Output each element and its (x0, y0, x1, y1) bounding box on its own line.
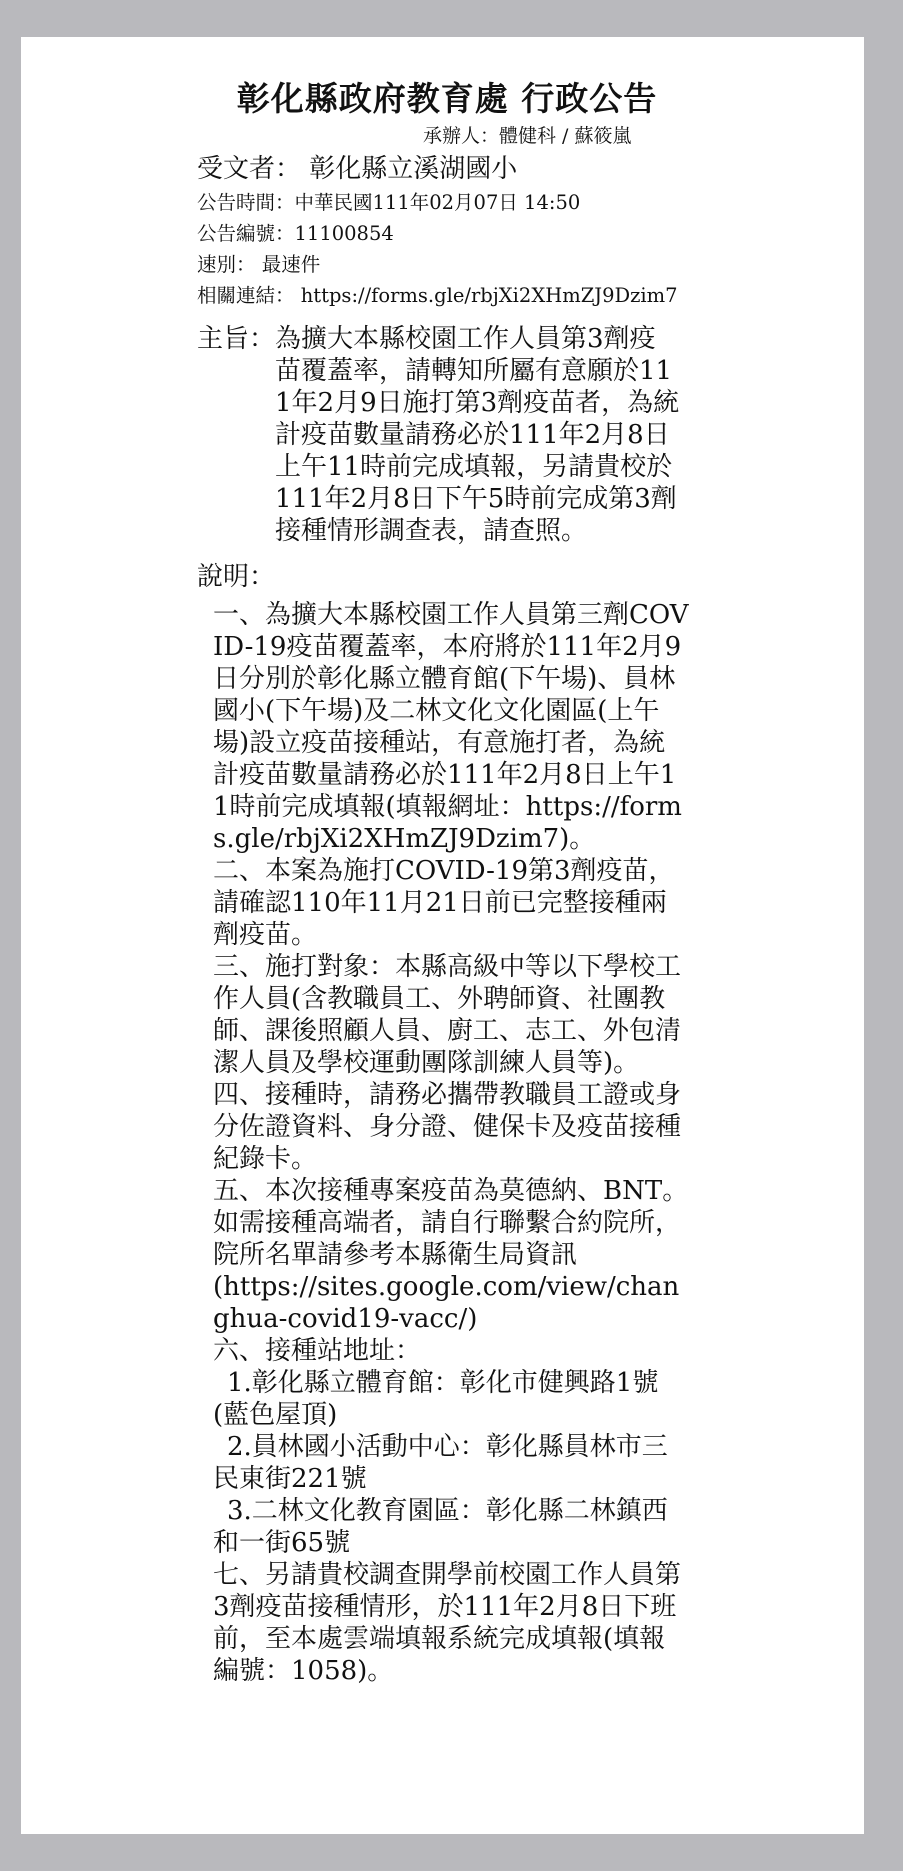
explain-item: 三、施打對象：本縣高級中等以下學校工作人員(含教職員工、外聘師資、社團教師、課後照顧人員、廚工、志工、外包清潔人員及學校運動團隊訓練人員等)。 (213, 952, 682, 1078)
meta-label: 速別： (197, 253, 256, 276)
related-link[interactable]: https://forms.gle/rbjXi2XHmZJ9Dzim7 (300, 284, 678, 307)
meta-value: 最速件 (261, 253, 321, 276)
recipient-line (197, 151, 717, 187)
site-address: 1.彰化縣立體育館：彰化市健興路1號(藍色屋頂) (213, 1368, 659, 1430)
subject-block (197, 323, 717, 547)
explain-item: 一、為擴大本縣校園工作人員第三劑COVID-19疫苗覆蓋率，本府將於111年2月9日分別於彰化縣立體育館(下午場)、員林國小(下午場)及二林文化文化園區(上午場)設立疫苗接種站，有意施打者，為統計疫苗數量請務必於111年2月8日上午11時前完成填報(填報網址：https://forms.gle/rbjXi2XHmZJ9Dzim7)。 (213, 600, 689, 854)
meta-publish-time (197, 187, 717, 218)
subject-label: 主旨： (197, 324, 276, 354)
meta-value: 中華民國111年02月07日 14:50 (294, 191, 581, 214)
explain-item: 二、本案為施打COVID-19第3劑疫苗，請確認110年11月21日前已完整接種兩劑疫苗。 (213, 856, 675, 950)
document-title: 彰化縣政府教育處 行政公告 (236, 79, 658, 118)
meta-label: 公告編號： (197, 222, 295, 245)
recipient-name: 彰化縣立溪湖國小 (309, 154, 518, 184)
explain-item: 四、接種時，請務必攜帶教職員工證或身分佐證資料、身分證、健保卡及疫苗接種紀錄卡。 (213, 1080, 682, 1174)
document-content (197, 77, 717, 1687)
site-address: 3.二林文化教育園區：彰化縣二林鎮西和一街65號 (213, 1496, 668, 1558)
explain-item: 五、本次接種專案疫苗為莫德納、BNT。如需接種高端者，請自行聯繫合約院所，院所名單請參考本縣衛生局資訊 (213, 1176, 689, 1270)
explain-item: 七、另請貴校調查開學前校園工作人員第3劑疫苗接種情形，於111年2月8日下班前，至本處雲端填報系統完成填報(填報編號：1058)。 (213, 1560, 682, 1686)
explain-item-link[interactable]: (https://sites.google.com/view/changhua-covid19-vacc/) (213, 1272, 680, 1334)
explain-items (213, 599, 689, 1687)
explain-item: 六、接種站地址： (213, 1336, 422, 1366)
recipient-label: 受文者： (197, 154, 302, 184)
meta-label: 相關連結： (197, 284, 295, 307)
meta-value: 11100854 (294, 222, 394, 245)
explain-label: 說明： (197, 562, 276, 592)
meta-urgency (197, 249, 717, 280)
meta-related-link (197, 280, 717, 311)
handler-line: 承辦人：體健科 / 蘇筱嵐 (423, 125, 632, 147)
meta-label: 公告時間： (197, 191, 295, 214)
subject-text: 為擴大本縣校園工作人員第3劑疫苗覆蓋率，請轉知所屬有意願於111年2月9日施打第3劑疫苗者，為統計疫苗數量請務必於111年2月8日上午11時前完成填報，另請貴校於111年2月8日下午5時前完成第3劑接種情形調查表，請查照。 (275, 324, 680, 546)
meta-publish-number (197, 218, 717, 249)
site-address: 2.員林國小活動中心：彰化縣員林市三民東街221號 (213, 1432, 668, 1494)
document-page (21, 37, 864, 1834)
